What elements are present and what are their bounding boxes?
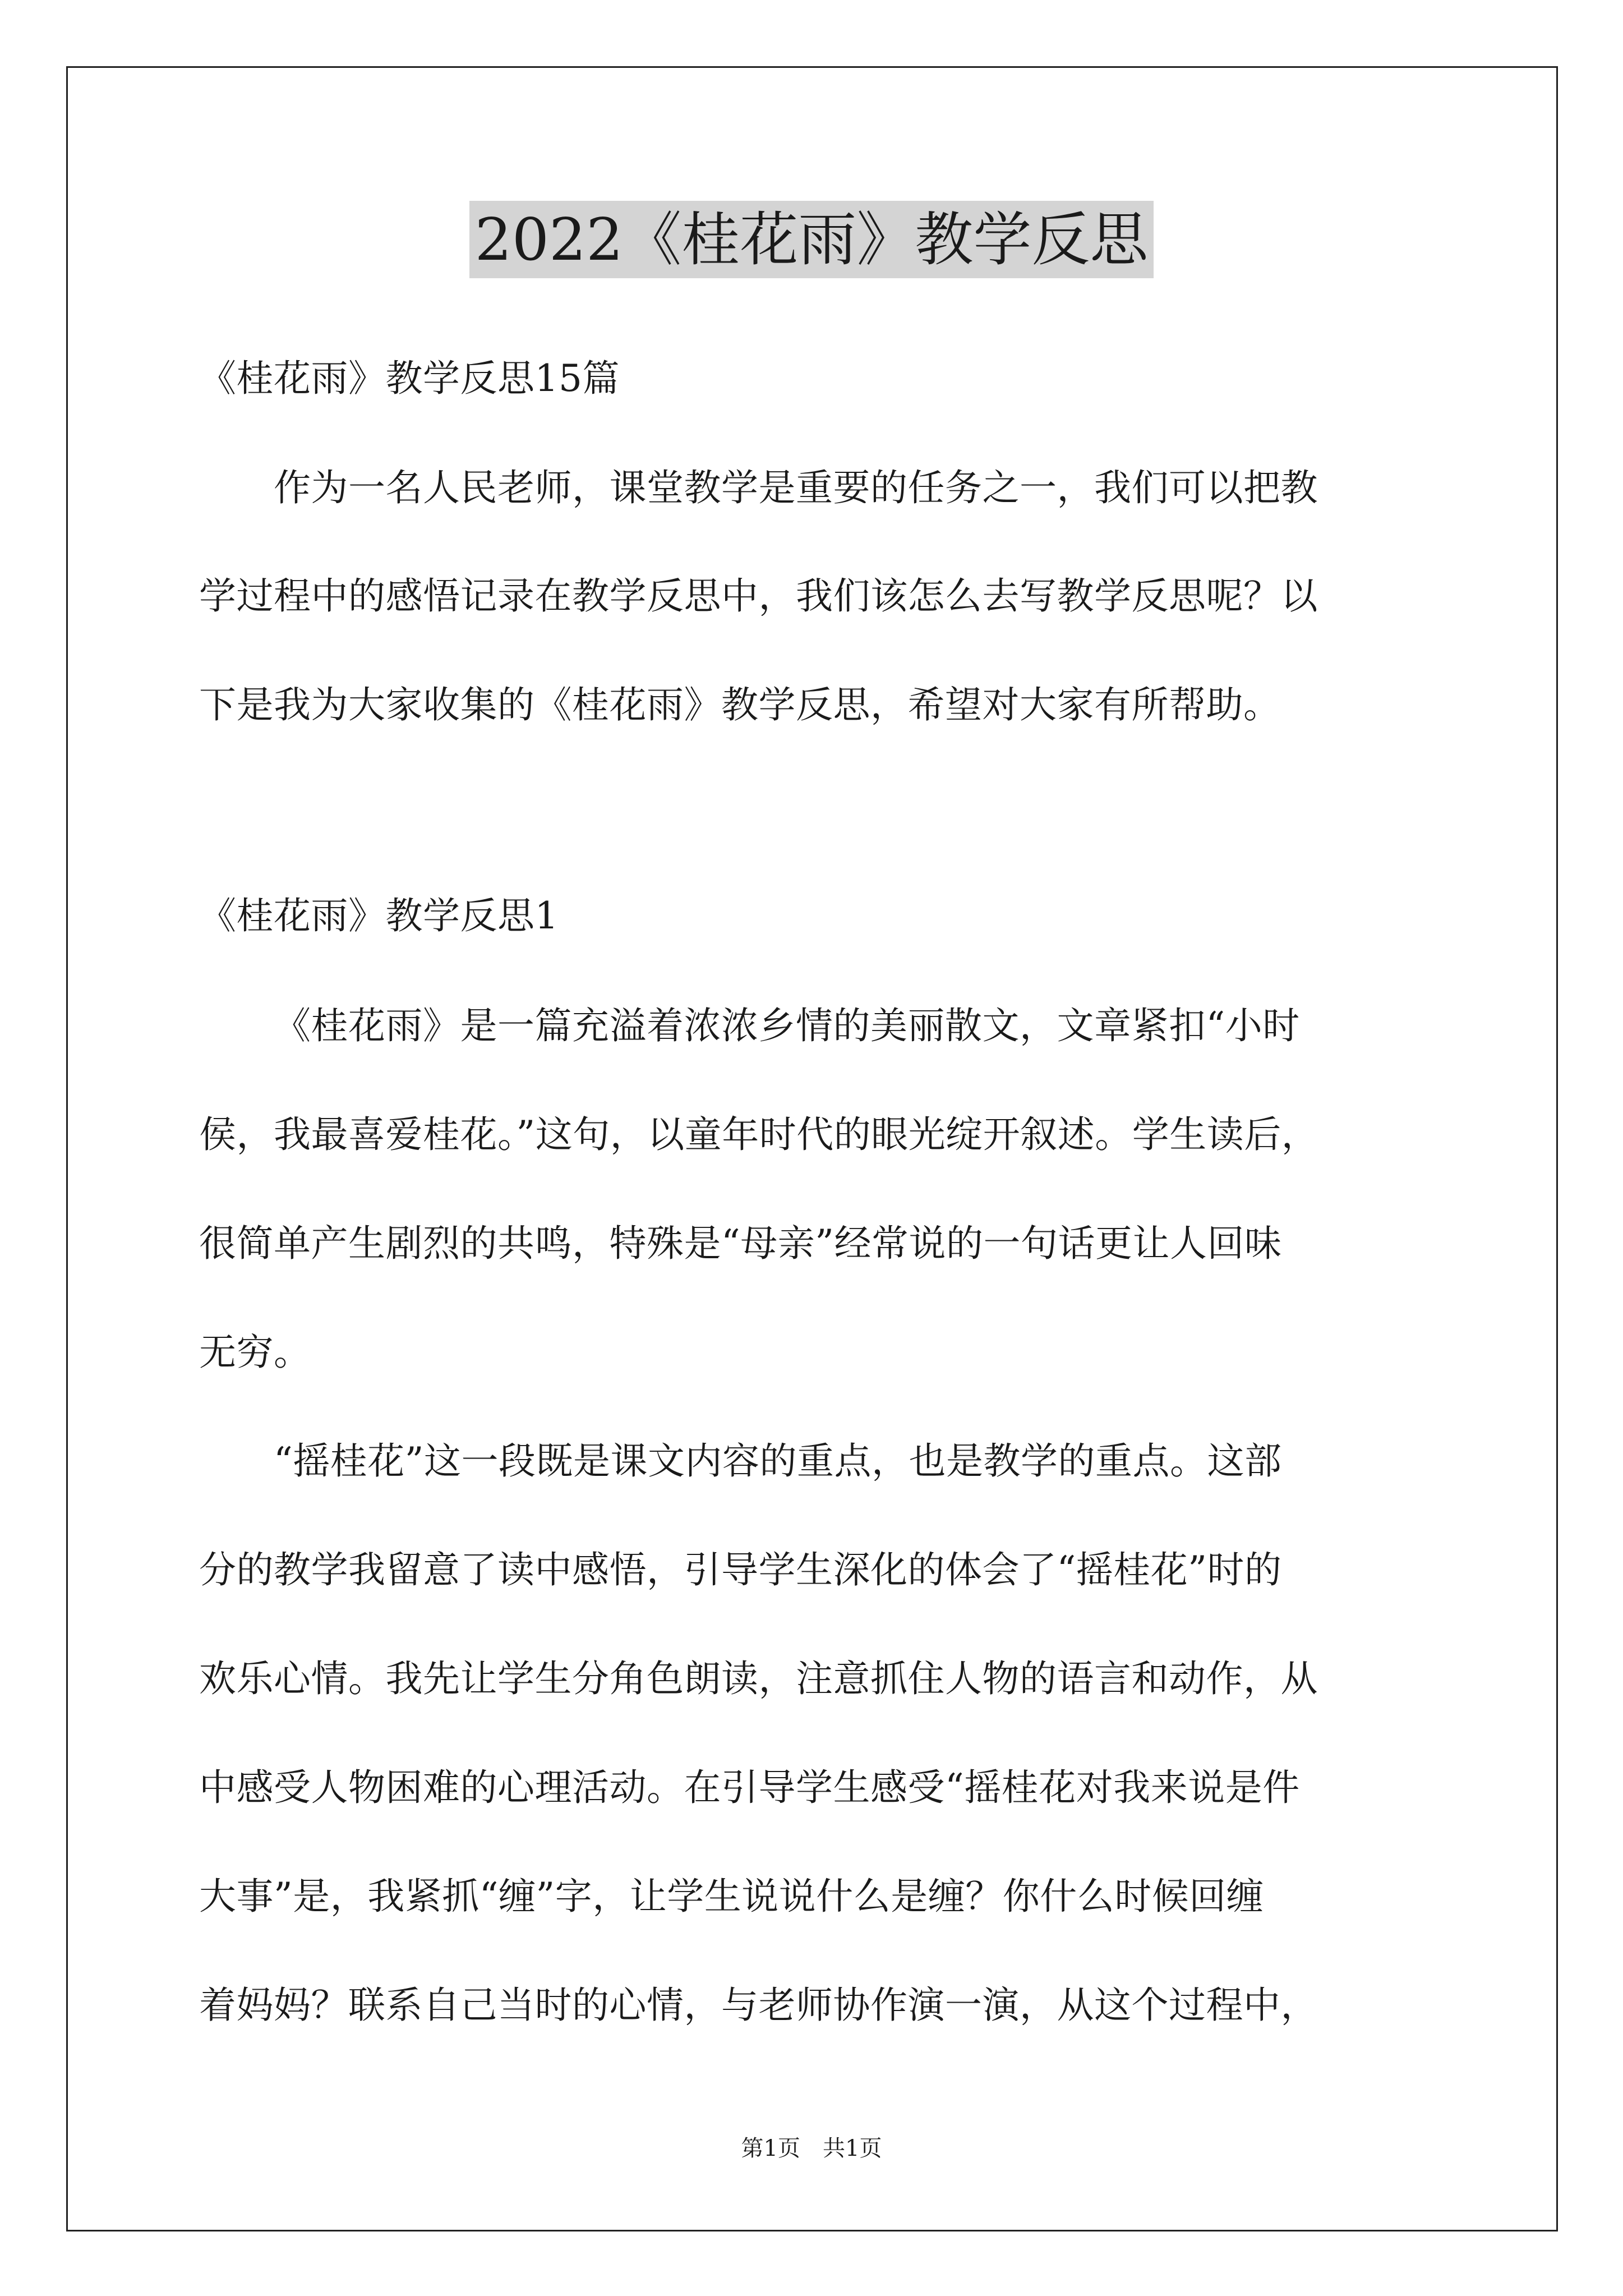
paragraph-line: 欢乐心情。我先让学生分角色朗读，注意抓住人物的语言和动作，从 — [199, 1657, 1318, 1700]
paragraph-line: 《桂花雨》是一篇充溢着浓浓乡情的美丽散文，文章紧扣“小时 — [274, 1004, 1300, 1047]
paragraph-line: 无穷。 — [199, 1331, 311, 1374]
page-footer: 第1页 共1页 — [741, 2136, 882, 2161]
intro-line: 学过程中的感悟记录在教学反思中，我们该怎么去写教学反思呢？以 — [199, 574, 1318, 618]
title-container — [0, 201, 1623, 278]
intro-line: 下是我为大家收集的《桂花雨》教学反思，希望对大家有所帮助。 — [199, 683, 1281, 726]
paragraph-line: 大事”是，我紧抓“缠”字，让学生说说什么是缠？你什么时候回缠 — [199, 1875, 1264, 1918]
paragraph-line: 分的教学我留意了读中感悟，引导学生深化的体会了“摇桂花”时的 — [199, 1548, 1282, 1591]
paragraph-line: 中感受人物困难的心理活动。在引导学生感受“摇桂花对我来说是件 — [199, 1766, 1300, 1809]
paragraph-line: 侯，我最喜爱桂花。”这句，以童年时代的眼光绽开叙述。学生读后， — [199, 1113, 1319, 1156]
document-title: 2022《桂花雨》教学反思 — [469, 201, 1154, 278]
paragraph-line: 很简单产生剧烈的共鸣，特殊是“母亲”经常说的一句话更让人回味 — [199, 1222, 1282, 1265]
intro-line: 作为一名人民老师，课堂教学是重要的任务之一，我们可以把教 — [274, 466, 1318, 509]
paragraph-line: 着妈妈？联系自己当时的心情，与老师协作演一演，从这个过程中， — [199, 1984, 1318, 2027]
document-subtitle: 《桂花雨》教学反思15篇 — [199, 357, 620, 400]
section-heading: 《桂花雨》教学反思1 — [199, 894, 559, 937]
paragraph-line: “摇桂花”这一段既是课文内容的重点，也是教学的重点。这部 — [274, 1439, 1282, 1483]
